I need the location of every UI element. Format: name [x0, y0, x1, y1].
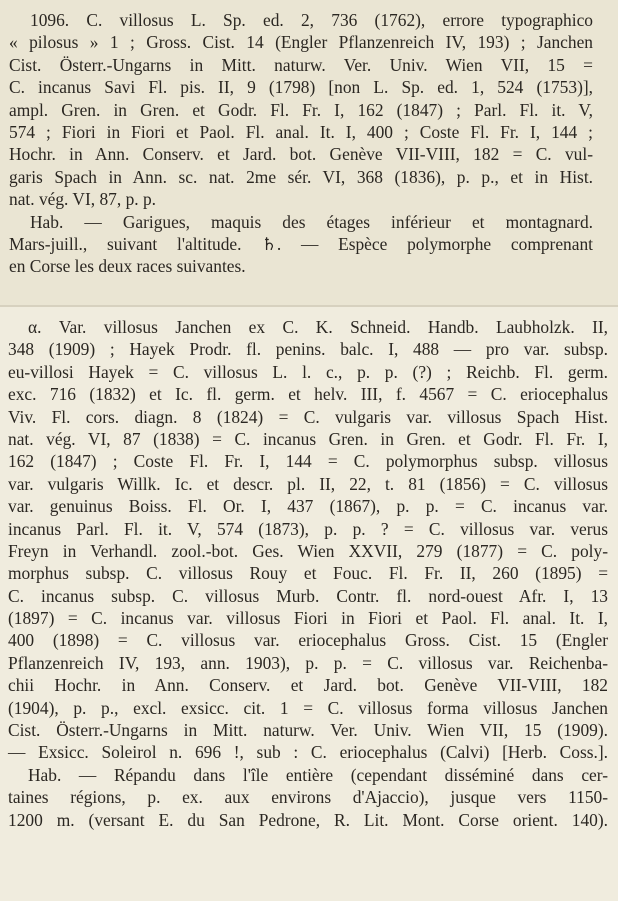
text-line: Freyn in Verhandl. zool.-bot. Ges. Wien XXVII, 279 (1877) = C. poly- [8, 540, 608, 561]
text-line: 162 (1847) ; Coste Fl. Fr. I, 144 = C. polymorphus subsp. villosus [8, 451, 608, 472]
text-line: chii Hochr. in Ann. Conserv. et Jard. bot. Genève VII-VIII, 182 [8, 675, 608, 696]
text-line: eu-villosi Hayek = C. villosus L. l. c., p. p. (?) ; Reichb. Fl. germ. [8, 361, 608, 382]
text-line: var. vulgaris Willk. Ic. et descr. pl. II, 22, t. 81 (1856) = C. villosus [8, 473, 608, 494]
synonymy-paragraph [0, 9, 618, 211]
text-line: C. incanus subsp. C. villosus Murb. Contr. fl. nord-ouest Afr. I, 13 [8, 585, 608, 606]
habitat-paragraph [0, 211, 618, 278]
variety-synonymy-paragraph [0, 316, 618, 831]
species-entry [0, 9, 618, 278]
text-line: ampl. Gren. in Gren. et Godr. Fl. Fr. I, 162 (1847) ; Parl. Fl. it. V, [9, 99, 593, 120]
text-line: Cist. Österr.-Ungarns in Mitt. naturw. Ver. Univ. Wien VII, 15 (1909). [8, 720, 608, 741]
habitat-line: Hab. — Répandu dans l'île entière (cependant disséminé dans cer- [28, 764, 608, 785]
text-line: α. Var. villosus Janchen ex C. K. Schneid. Handb. Laubholzk. II, [28, 317, 608, 337]
text-line: Hochr. in Ann. Conserv. et Jard. bot. Genève VII-VIII, 182 = C. vul- [9, 144, 593, 165]
text-line: exc. 716 (1832) et Ic. fl. germ. et helv. III, f. 4567 = C. eriocephalus [8, 384, 608, 405]
text-line: incanus Parl. Fl. it. V, 574 (1873), p. p. ? = C. villosus var. verus [8, 518, 608, 539]
text-line: var. genuinus Boiss. Fl. Or. I, 437 (1867), p. p. = C. incanus var. [8, 496, 608, 517]
habitat-line: taines régions, p. ex. aux environs d'Ajaccio), jusque vers 1150- [8, 787, 608, 808]
text-line: 1096. C. villosus L. Sp. ed. 2, 736 (1762), errore typographico [30, 10, 593, 30]
text-line: 574 ; Fiori in Fiori et Paol. Fl. anal. It. I, 400 ; Coste Fl. Fr. I, 144 ; [9, 121, 593, 142]
text-line: en Corse les deux races suivantes. [9, 256, 246, 277]
text-line: nat. vég. VI, 87 (1838) = C. incanus Gren. in Gren. et Godr. Fl. Fr. I, [8, 428, 608, 449]
text-line: Pflanzenreich IV, 193, ann. 1903), p. p. = C. villosus var. Reichenba- [8, 652, 608, 673]
text-line: morphus subsp. C. villosus Rouy et Fouc. Fl. Fr. II, 260 (1895) = [8, 563, 608, 584]
exsiccata-line: — Exsicc. Soleirol n. 696 !, sub : C. eriocephalus (Calvi) [Herb. Coss.]. [8, 742, 608, 763]
text-line: Viv. Fl. cors. diagn. 8 (1824) = C. vulgaris var. villosus Spach Hist. [8, 406, 608, 427]
text-line: « pilosus » 1 ; Gross. Cist. 14 (Engler Pflanzenreich IV, 193) ; Janchen [9, 32, 593, 53]
text-line: 348 (1909) ; Hayek Prodr. fl. penins. balc. I, 488 — pro var. subsp. [8, 339, 608, 360]
text-line: garis Spach in Ann. sc. nat. 2me sér. VI, 368 (1836), p. p., et in Hist. [9, 166, 593, 187]
variety-entry [0, 316, 618, 831]
text-line: 400 (1898) = C. villosus var. eriocephalus Gross. Cist. 15 (Engler [8, 630, 608, 651]
text-line: Cist. Österr.-Ungarns in Mitt. naturw. Ver. Univ. Wien VII, 15 = [9, 54, 593, 75]
section-divider [0, 305, 618, 307]
text-line: (1897) = C. incanus var. villosus Fiori in Fiori et Paol. Fl. anal. It. I, [8, 608, 608, 629]
text-line: (1904), p. p., excl. exsicc. cit. 1 = C. villosus forma villosus Janchen [8, 697, 608, 718]
text-line: C. incanus Savi Fl. pis. II, 9 (1798) [non L. Sp. ed. 1, 524 (1753)], [9, 77, 593, 98]
text-line: nat. vég. VI, 87, p. p. [9, 189, 156, 210]
habitat-line: 1200 m. (versant E. du San Pedrone, R. Lit. Mont. Corse orient. 140). [8, 809, 608, 830]
text-line: Hab. — Garigues, maquis des étages inférieur et montagnard. [30, 211, 593, 232]
text-line: Mars-juill., suivant l'altitude. ♄. — Espèce polymorphe comprenant [9, 233, 593, 254]
